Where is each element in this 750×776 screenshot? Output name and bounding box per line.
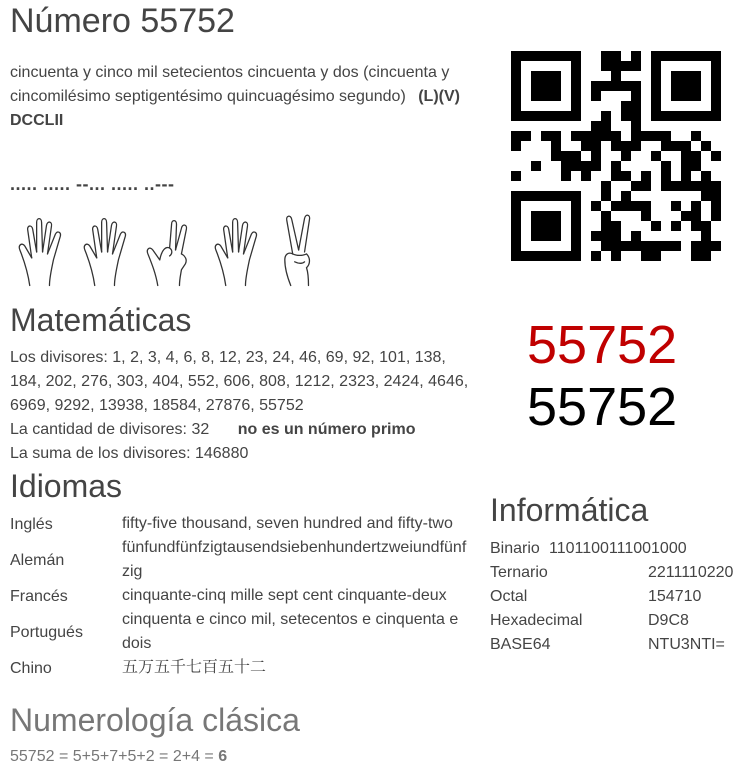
numerology-expression: 55752 = 5+5+7+5+2 = 2+4 = (10, 748, 219, 765)
roman-prefix: (L)(V) (418, 88, 460, 105)
numerology-result: 6 (218, 748, 228, 765)
languages-heading: Idiomas (10, 468, 123, 504)
language-label: Chino (10, 660, 52, 677)
ternary-label: Ternario (490, 564, 548, 581)
big-number-black: 55752 (527, 377, 678, 437)
hand-two-icon (271, 210, 330, 288)
number-description (10, 61, 480, 133)
numerology-heading: Numerología clásica (10, 702, 300, 738)
language-label: Alemán (10, 552, 65, 569)
language-value: cinquenta e cinco mil, setecentos e cinquenta e dois (122, 611, 459, 652)
divisors-label: Los divisores: (10, 349, 108, 366)
base64-label: BASE64 (490, 636, 551, 653)
octal-label: Octal (490, 588, 528, 605)
octal-value: 154710 (648, 588, 702, 605)
roman-numeral: DCCLII (10, 112, 64, 129)
numerology-formula (10, 748, 227, 766)
language-label: Inglés (10, 516, 53, 533)
morse-code: ..... ..... --... ..... ..--- (10, 174, 175, 194)
hand-five-icon (75, 210, 134, 288)
divisor-sum: La suma de los divisores: 146880 (10, 445, 249, 462)
language-value: fünfundfünfzigtausendsiebenhundertzweiundfünfzig (122, 539, 467, 580)
hexadecimal-label: Hexadecimal (490, 612, 583, 629)
divisors-line-3: 6969, 9292, 13938, 18584, 27876, 55752 (10, 397, 304, 414)
hand-seven-icon (140, 210, 199, 288)
page-title: Número 55752 (10, 2, 235, 40)
binary-label: Binario (490, 540, 540, 557)
divisors-line-2: 184, 202, 276, 303, 404, 552, 606, 808, 1212, 2323, 2424, 4646, (10, 373, 469, 390)
description-text: cincuenta y cinco mil setecientos cincuenta y dos (cincuenta y cincomilésimo septigentésimo quincuagésimo segundo) (10, 64, 450, 105)
language-value: fifty-five thousand, seven hundred and fifty-two (122, 515, 453, 532)
informatics-heading: Informática (490, 492, 649, 528)
language-label: Portugués (10, 624, 83, 641)
sign-language-hands (10, 210, 330, 288)
math-heading: Matemáticas (10, 302, 192, 338)
language-value: cinquante-cinq mille sept cent cinquante-deux (122, 587, 447, 604)
prime-status: no es un número primo (237, 421, 416, 438)
hand-five-icon (206, 210, 265, 288)
language-label: Francés (10, 588, 68, 605)
big-number-red: 55752 (527, 315, 678, 375)
language-value: 五万五千七百五十二 (122, 659, 267, 676)
ternary-value: 2211110220 (648, 564, 734, 581)
base64-value: NTU3NTI= (648, 636, 725, 653)
hexadecimal-value: D9C8 (648, 612, 689, 629)
qr-code (511, 51, 721, 261)
divisor-count: La cantidad de divisores: 32 (10, 421, 210, 438)
divisors-block (10, 346, 480, 466)
hand-five-icon (10, 210, 69, 288)
divisors-line-1: 1, 2, 3, 4, 6, 8, 12, 23, 24, 46, 69, 92, 101, 138, (112, 349, 446, 366)
binary-value: 1101100111001000 (549, 540, 687, 557)
